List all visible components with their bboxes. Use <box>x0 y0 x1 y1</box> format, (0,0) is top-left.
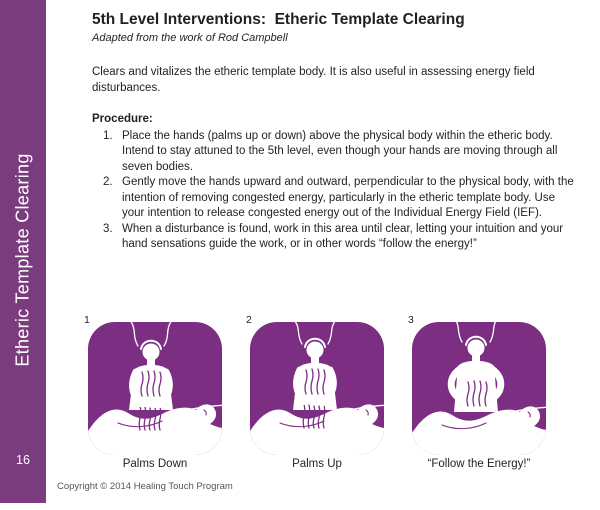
sidebar-vertical-title: Etheric Template Clearing <box>12 153 33 367</box>
follow-the-energy-illustration-icon <box>412 322 546 455</box>
procedure-heading: Procedure: <box>92 113 153 125</box>
procedure-step-2 <box>92 175 584 222</box>
procedure-list <box>92 129 584 253</box>
palms-up-illustration-icon <box>250 322 384 455</box>
figure-palms-down <box>84 314 222 470</box>
copyright-notice: Copyright © 2014 Healing Touch Program <box>57 481 233 492</box>
figure-caption: Palms Down <box>122 458 188 470</box>
step-text: Place the hands (palms up or down) above the physical body within the etheric body. Intend to stay attuned to the 5th level, even though your hands are moving through all seven bodies. <box>122 129 558 173</box>
palms-down-illustration-icon <box>88 322 222 455</box>
procedure-step-3 <box>92 222 584 253</box>
attribution-subtitle: Adapted from the work of Rod Campbell <box>92 32 288 44</box>
page-number: 16 <box>16 453 30 467</box>
step-text: When a disturbance is found, work in this area until clear, letting your intuition and your hand sensations guide the work, or in other words “follow the energy!” <box>122 222 564 250</box>
procedure-step-1 <box>92 129 584 176</box>
step-number: 1. <box>103 129 113 142</box>
content-column <box>92 10 584 253</box>
figure-follow-the-energy <box>408 314 546 470</box>
step-text: Gently move the hands upward and outward, perpendicular to the physical body, with the intention of removing congested energy, particularly in the etheric template body. Use your intention to release congested energy out of the Individual Energy Field (IEF). <box>122 176 574 219</box>
step-number: 3. <box>103 222 113 235</box>
figure-caption: “Follow the Energy!” <box>427 458 531 470</box>
figure-caption: Palms Up <box>292 458 342 470</box>
figure-number: 3 <box>408 314 414 326</box>
figure-palms-up <box>246 314 384 470</box>
page-title: 5th Level Interventions: Etheric Template Clearing <box>92 11 465 28</box>
step-number: 2. <box>103 176 113 188</box>
figure-number: 2 <box>246 314 252 326</box>
figure-number: 1 <box>84 314 90 326</box>
intro-paragraph: Clears and vitalizes the etheric template body. It is also useful in assessing energy field disturbances. <box>92 66 535 94</box>
sidebar <box>0 0 46 503</box>
figure-row <box>84 314 546 470</box>
